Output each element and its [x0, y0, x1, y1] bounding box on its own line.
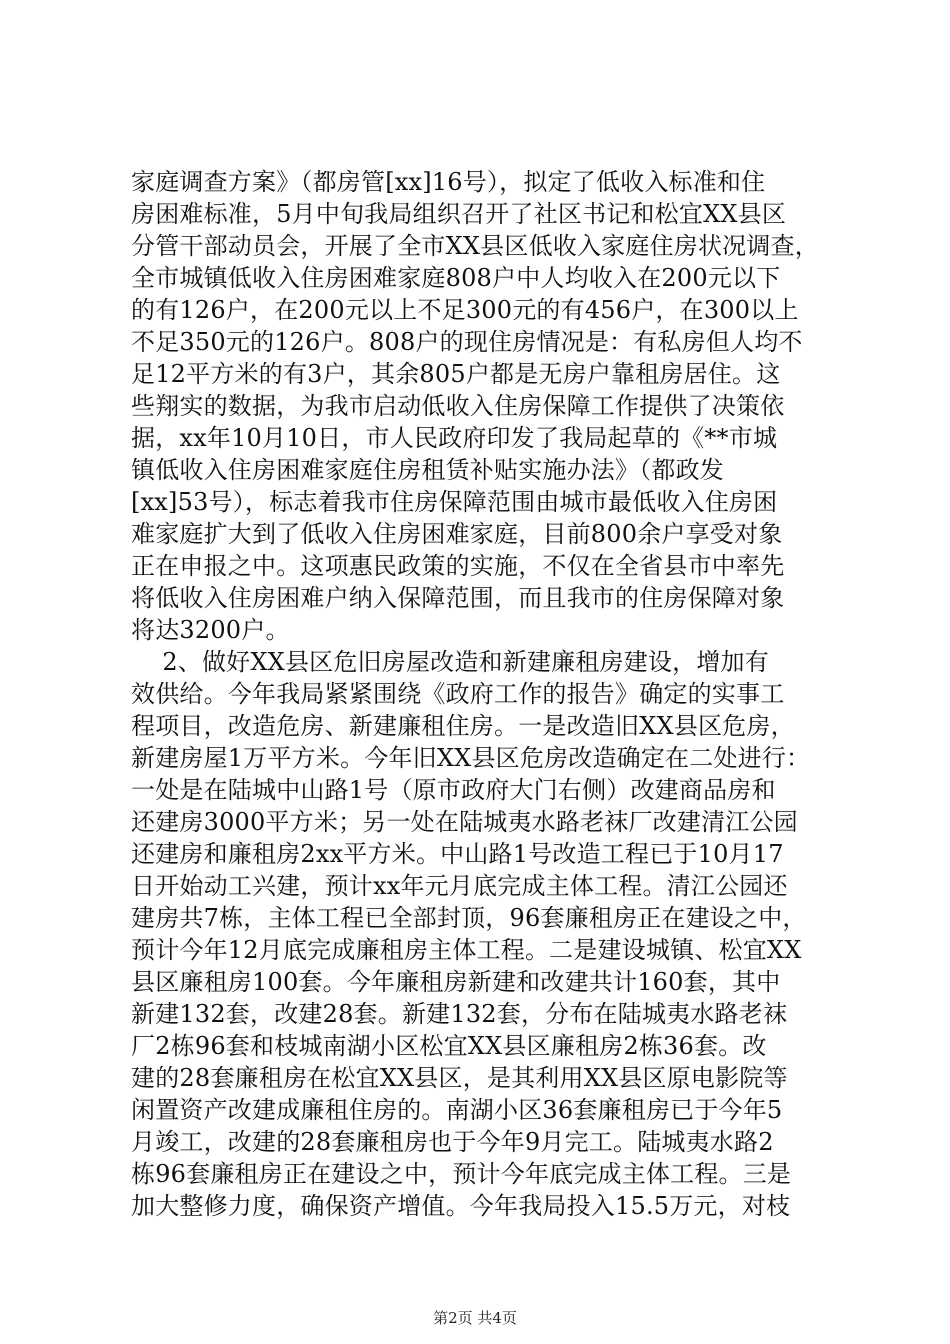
text-line: 建的28套廉租房在松宜XX县区，是其利用XX县区原电影院等: [131, 1064, 788, 1092]
text-line: 些翔实的数据，为我市启动低收入住房保障工作提供了决策依: [131, 392, 785, 420]
text-line: 不足350元的126户。808户的现住房情况是：有私房但人均不: [131, 328, 803, 356]
text-line: [xx]53号），标志着我市住房保障范围由城市最低收入住房困: [131, 488, 778, 516]
text-line: 新建房屋1万平方米。今年旧XX县区危房改造确定在二处进行：: [131, 744, 811, 772]
text-line: 据，xx年10月10日，市人民政府印发了我局起草的《**市城: [131, 424, 778, 452]
text-line: 新建132套，改建28套。新建132套，分布在陆城夷水路老袜: [131, 1000, 788, 1028]
text-line: 预计今年12月底完成廉租房主体工程。二是建设城镇、松宜XX: [131, 936, 802, 964]
text-line: 房困难标准，5月中旬我局组织召开了社区书记和松宜XX县区: [131, 200, 787, 228]
text-line: 全市城镇低收入住房困难家庭808户中人均收入在200元以下: [131, 264, 781, 292]
text-line: 日开始动工兴建，预计xx年元月底完成主体工程。清江公园还: [131, 872, 788, 900]
text-line: 栋96套廉租房正在建设之中，预计今年底完成主体工程。三是: [131, 1160, 792, 1188]
text-line: 效供给。今年我局紧紧围绕《政府工作的报告》确定的实事工: [131, 680, 785, 708]
text-line: 2、做好XX县区危旧房屋改造和新建廉租房建设，增加有: [131, 648, 769, 676]
text-line: 建房共7栋，主体工程已全部封顶，96套廉租房正在建设之中，: [131, 904, 807, 932]
text-line: 的有126户，在200元以上不足300元的有456户，在300以上: [131, 296, 799, 324]
text-line: 家庭调查方案》（都房管[xx]16号），拟定了低收入标准和住: [131, 168, 766, 196]
text-line: 月竣工，改建的28套廉租房也于今年9月完工。陆城夷水路2: [131, 1128, 774, 1156]
text-line: 分管干部动员会，开展了全市XX县区低收入家庭住房状况调查，: [131, 232, 819, 260]
text-line: 将低收入住房困难户纳入保障范围，而且我市的住房保障对象: [131, 584, 785, 612]
text-line: 镇低收入住房困难家庭住房租赁补贴实施办法》（都政发: [131, 456, 724, 484]
text-line: 还建房3000平方米；另一处在陆城夷水路老袜厂改建清江公园: [131, 808, 798, 836]
text-line: 一处是在陆城中山路1号（原市政府大门右侧）改建商品房和: [131, 776, 776, 804]
text-line: 正在申报之中。这项惠民政策的实施，不仅在全省县市中率先: [131, 552, 785, 580]
text-line: 难家庭扩大到了低收入住房困难家庭，目前800余户享受对象: [131, 520, 783, 548]
text-line: 加大整修力度，确保资产增值。今年我局投入15.5万元，对枝: [131, 1192, 791, 1220]
text-line: 还建房和廉租房2xx平方米。中山路1号改造工程已于10月17: [131, 840, 784, 868]
text-line: 将达3200户。: [131, 616, 290, 644]
text-line: 厂2栋96套和枝城南湖小区松宜XX县区廉租房2栋36套。改: [131, 1032, 767, 1060]
page-number-footer: 第2页 共4页: [433, 1309, 517, 1327]
body-text: [131, 166, 831, 1222]
text-line: 足12平方米的有3户，其余805户都是无房户靠租房居住。这: [131, 360, 781, 388]
text-line: 县区廉租房100套。今年廉租房新建和改建共计160套，其中: [131, 968, 781, 996]
text-line: 程项目，改造危房、新建廉租住房。一是改造旧XX县区危房，: [131, 712, 795, 740]
text-line: 闲置资产改建成廉租住房的。南湖小区36套廉租房已于今年5: [131, 1096, 783, 1124]
